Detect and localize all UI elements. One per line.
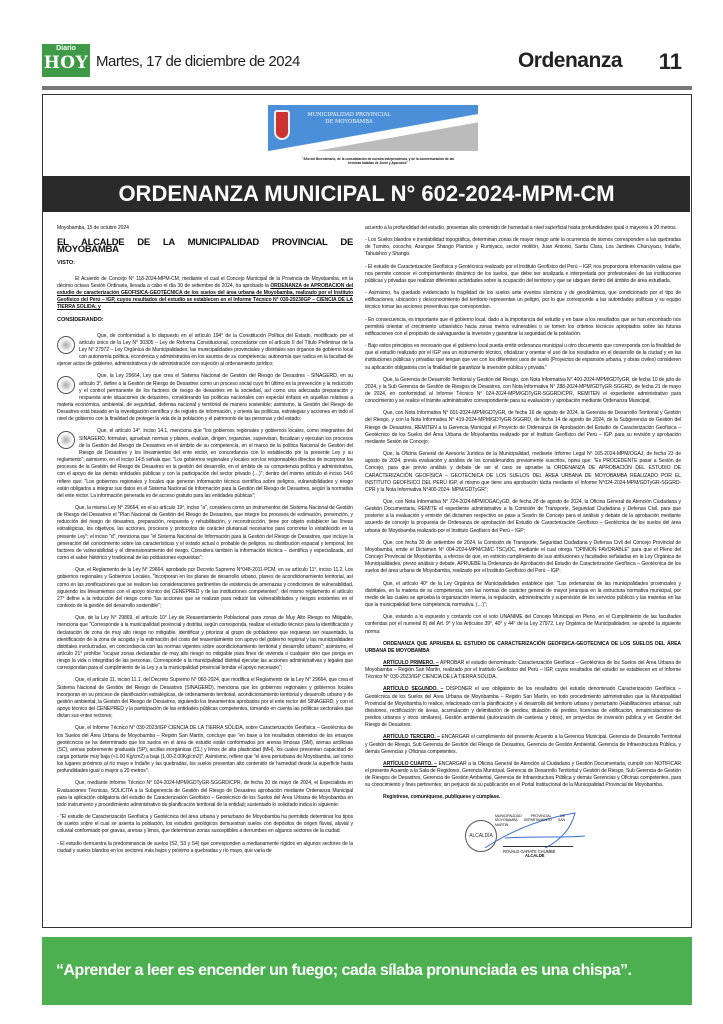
paragraph: - El estudio de Caracterización Geofísica y Geotécnica realizado por el Instituto Geofísico del Perú – IGP, nos proporciona información valiosa que nos permite conocer el comportamiento dinámico de los suelos, que debe ser analizada e interpretada por profesionales de las instituciones públicas y privadas que realizan diferentes actividades sobre la ocupación del territorio y que se ubiquen dentro del ámbito de área estudiada. <box>365 263 681 284</box>
mayor-heading: EL ALCALDE DE LA MUNICIPALIDAD PROVINCIAL DE MOYOBAMBA <box>57 237 353 256</box>
ordinance-notice <box>42 94 692 928</box>
article-label: ARTÍCULO CUARTO. – <box>383 760 437 767</box>
header-rule <box>42 86 692 90</box>
logo-main-text: HOY <box>43 53 89 73</box>
article-2 <box>365 686 681 729</box>
right-column <box>365 225 681 878</box>
institution-name-2: DE MOYOBAMBA <box>325 119 373 125</box>
paragraph: Que, el artículo 40° de la Ley Orgánica de Municipalidades establece que: "Las ordenanzas de las municipalidades provinciales y distritales, en la materia de su competencia, son las normas de carácter general de mayor jerarquía en la estructura normativa municipal, por medio de las cuales se aprueba la organización interna, la regulación, administración y supervisión de los servicios públicos y las materias en las que la municipalidad tiene competencia normativa. (…)"; <box>365 580 681 609</box>
signature-org: MUNICIPALIDAD PROVINCIAL DE MOYOBAMBA DEPARTAMENTO SAN MARTÍN <box>495 813 565 827</box>
paragraph: Que, con Nota Informativa N° 601-2024-MPM/GDTyGR, de fecha 16 de agosto de 2024, la Gerencia de Desarrollo Territorial y Gestión del Riesgo, y con la Nota Informativa N° 419-2024-MPM/GDTyGR-SGGRD, de fecha 14 de agosto de 2024, de la Subgerencia de Gestión del Riesgo de Desastres, REMITEN a la Gerencia Municipal el Proyecto de Ordenanza de Aprobación del Estudio de Caracterización Geofísica – Geotécnico de los Suelos del Área Urbana de Moyobamba realizado por el Instituto Geofísico del Perú – IGP, para su revisión y aprobación mediante Sesión de Concejo; <box>365 410 681 445</box>
article-text: ENCARGAR el cumplimiento del presente Acuerdo a la Gerencia Municipal, Gerencia de Desarrollo Territorial y Gestión de Riesgo, Sub Gerencia de Gestión del Riesgo de Desastres, Gerencia de Gestión Ambiental, Gerencia de Infraestructura Pública, y demás Gerencias y Oficinas competentes. <box>365 734 681 755</box>
paragraph: Que, con Nota Informativa N° 724-2024-MPM/OGACyGD, de fecha 28 de agosto de 2024, la Oficina General de Atención Ciudadana y Gestión Documentaria, REMITE el expediente administrativo a la Comisión de Transporte, Seguridad Ciudadana y Defensa Civil, para que posterior a la evaluación y emisión del dictamen respectivo se pase a Sesión de Concejo para el análisis y debate de la aprobación mediante acuerdo de concejo la propuesta de Ordenanza de aprobación del Estudio de Caracterización Geofísico – Geotécnica de los suelos del área urbana de Moyobamba realizado por el Instituto Geofísico del Perú – IGP; <box>365 499 681 534</box>
closing-formula: Regístrese, comuníquese, publíquese y cúmplase. <box>383 794 501 801</box>
paragraph: Que, de conformidad a lo dispuesto en el artículo 194° de la Constitución Política del Estado, modificado por el artículo único de la Ley N° 30305 – Ley de Reforma Constitucional, concordante con el artículo II del Título Preliminar de la Ley N° 27972 – Ley Orgánica de Municipalidades; las municipalidades provinciales y distritales son órganos de gobierno local con autonomía política, económica y administrativa en los asuntos de su competencia; autonomía que radica en la facultad de ejercer actos de gobierno, administrativos y de administración con sujeción al ordenamiento jurídico; <box>57 332 353 368</box>
article-label: ARTÍCULO SEGUNDO. – <box>383 686 444 693</box>
paragraph: - Los Suelos blandos e inestabilidad topográfica, determinan zonas de mayor riesgo ante la ocurrencia de sismos corresponden a las quebradas de Tumino, cococho, Azungue Shango Planicie y Rumiyacu, sector motilón, Juan Antonio, Santa Clara, Los Jardines Churuyacu, Indañe, Tahuishco y Shango. <box>365 237 681 258</box>
considerando-label: CONSIDERANDO: <box>57 317 104 324</box>
paragraph: Que, mediante Informe Técnico N° 024-2024-MPM/GDTyGR-SGGRD/CPR, de fecha 20 de mayo de 2024, el Especialista en Evaluaciones Técnicas, SOLICITA a la Subgerencia de Gestión del Riesgo de Desastres aprobación mediante Ordenanza Municipal para la aplicación obligatoria del estudio de Caracterización Geofísico – Geotécnico de los Suelos del Área Urbana de Moyobamba en todo instrumento y procedimiento administrativo de planificación territorial de la entidad; sustentado lo solicitado indica lo siguiente: <box>57 780 353 808</box>
paragraph: - Asimismo, ha quedado evidenciado la fragilidad de los suelos ante eventos sísmicos y de geodinámica, que condicionado por el tipo de edificaciones, ubicación y desconocimiento del territorio representan un peligro, por lo que corresponde a las autoridades políticas y su equipo técnico tomar las acciones preventivas que correspondan. <box>365 290 681 311</box>
article-1 <box>365 660 681 681</box>
article-text: ENCARGAR a la Oficina General de Atención al Ciudadano y Gestión Documentaria, cumplir con NOTIFICAR el presente Acuerdo a la Sala de Regidores, Gerencia Municipal, Gerencia de Desarrollo Territorial y Gestión de Riesgo, Sub Gerencia de Gestión de Riesgos de Desastres, Gerencia de Gestión Ambiental, Gerencia de Infraestructura Pública y demás Gerencias y Oficinas competentes, para su conocimiento y fines pertinentes; sin perjuicio de su publicación en el Portal Institucional de la Municipalidad Provincial de Moyobamba. <box>365 760 681 789</box>
ordinance-title: ORDENANZA MUNICIPAL N° 602-2024-MPM-CM <box>43 176 690 212</box>
diario-hoy-logo <box>42 44 90 77</box>
page-header <box>42 44 692 78</box>
municipality-logo <box>268 105 478 151</box>
signature-block <box>365 808 681 878</box>
issue-date: Martes, 17 de diciembre de 2024 <box>96 53 300 70</box>
signer-role: ALCALDE <box>525 852 545 858</box>
article-text: DISPONER el uso obligatorio de los resultados del estudio denominado Caracterización Geofísica – Geotécnica de los Suelos del Área Urbana de Moyobamba – Región San Martín, en todo procedimiento administrativo que la Municipalidad Provincial de Moyobamba lo realice, relacionado con la planificación y el desarrollo del territorio urbano y periurbano (Habilitaciones urbanas, sub divisiones, rectificación de áreas, acumulación y delimitación de predios, titulación de predios, licencias de edificación, inmatriculaciones de predios urbanos y otros similares), Gestión ambiental (autorización de canteras y otros), en proyectos de inversión pública y en Gestión del Riesgo de Desastres. <box>365 686 681 729</box>
coat-of-arms-icon <box>274 110 290 140</box>
article-3 <box>365 734 681 755</box>
section-name: Ordenanza <box>517 49 622 72</box>
logo-top-text: Diario <box>56 45 76 52</box>
paragraph: Que, con fecha 30 de setiembre de 2024, la Comisión de Transporte, Seguridad Ciudadana y Defensa Civil del Concejo Provincial de Moyobamba, emite el Dictamen N° 004-2024-MPM/CM/C-TSCyDC, mediante el cual otorga "OPINION FAVORABLE" para que el Pleno del Concejo Provincial de Moyobamba, a efectos de que, en estricto cumplimiento de sus atribuciones y facultades señaladas en la Ley Orgánica de Municipalidades, previo análisis y debate, APRUEBE la Ordenanza de Aprobación del Estudio de Caracterización Geofísica – Geotécnica de los suelos del área urbana de Moyobamba, realizado por el Instituto Geofísico del Perú – IGP; <box>365 539 681 575</box>
seal-icon <box>57 336 75 354</box>
article-text: APROBAR el estudio denominado: Caracterización Geofísica – Geotécnica de los Suelos del Área Urbana de Moyobamba – Región San Martín, realizado por el Instituto Geofísico del Perú – IGP, cuyos resultados del estudio se establecen en el Informe Técnico N° 030-2023/IGP CIENCIA DE LA TIERRA SOLIDA. <box>365 659 682 681</box>
paragraph: Que, estando a lo expuesto y contando con el voto UNANIME del Concejo Municipal en Pleno, en el Cumplimiento de las facultades conferidas por el numeral 8) del Art. 9° y los Artículos 39°, 40° y 44° de la Ley 27972, Ley Orgánica de Municipalidades; se aprobó la siguiente norma: <box>365 614 681 635</box>
visto-intro: El Acuerdo de Concejo N° 118-2024-MPM-CM, mediante el cual el Concejo Municipal de la Provincia de Moyobamba, en la décimo octava Sesión Ordinaria, llevada a cabo el día 30 de setiembre de 2024, ha aprobado la <box>57 275 353 289</box>
paragraph: Que, la Gerencia de Desarrollo Territorial y Gestión del Riesgo, con Nota Informativa N° 400-2024-MPM/GDTyGR, de fecha 10 de julio de 2024, y la Sub Gerencia de Gestión de Riesgos de Desastres, con Nota Informativa N° 288-2024-MPM/GDTyGR-SGGRD, de fecha 21 de mayo de 2024, en conformidad al Informe Técnico N° 024-2024-MPM/GDTyGR-SGGRD/CPR, REMITEN el expediente administrativo para conocimiento y se realice el trámite administrativo correspondiente para su evaluación y aprobación mediante Ordenanza Municipal; <box>365 376 681 405</box>
paragraph: Que, la misma Ley N° 29664, en el su artículo 19°, inciso "a", considera como un instrumentos del Sistema Nacional de Gestión de Riesgo del Desastres el "Plan Nacional de Gestión del Riesgo de Desastres, que integre los procesos de estimación, prevención, y reducción del riesgo de desastres, preparación, respuesta y rehabilitación, y reconstrucción, tiene por objeto establecer las líneas estratégicas, los objetivos, las acciones, procesos y protocolos de carácter plurianual necesarios para concretar lo establecido en la presente Ley"; el inciso "d", menciona que "el Sistema Nacional de Información para la Gestión del Riesgo de Desastres, que incluye la generación del conocimiento sobre las características y el estado actual o probable de peligros, su distribución espacial y temporal, los factores de vulnerabilidad y el dimensionamiento del riesgo. Considera también la información técnica – científica y especializada, así como el saber histórico y tradicional de las poblaciones expuestas"; <box>57 505 353 562</box>
paragraph: Que, la Oficina General de Asesoría Jurídica de la Municipalidad, mediante Informe Legal N° 165-2024-MPM/OGAJ, de fecha 23 de agosto de 2024, previa evaluación y análisis de los considerandos previamente suscritos, opina que: "Es PROCEDENTE pasar a Sesión de Concejo, para que previo análisis y debate de ser el caso se apruebe la ORDENANZA DE APROBACIÓN DEL ESTUDIO DE CARACTERIZACIÓN GEOFÍSICA – GEOTÉCNICA DE LOS SUELOS DEL ÁREA URBANA DE MOYOBAMBA REALIZADO POR EL INSTITUTO GEOFÍSICO DEL PERÚ IGP, el mismo que tiene una aprobación tácita mediante el Informe N°024-2024-MPM/GDTyGR-SGGRD-CPR y la Nota Informativa N°400-2024- MPM/GDTyGR"; <box>365 451 681 493</box>
paragraph: Que, el Reglamento de la Ley N° 29664, aprobado por Decreto Supremo N°048-2011-PCM, en su artículo 11°, inciso 11.2, Los gobiernos regionales y Gobiernos Locales, "Incorporan en los planes de desarrollo urbano, planes de acondicionamiento territorial, así como en las zonificaciones que se realicen las consideraciones pertinentes de existencia de amenazas y condiciones de vulnerabilidad, siguiendo los lineamientos con el apoyo técnico del CENEPRED y de las instituciones competentes"; del mismo reglamento el artículo 27° define a la reducción del riesgo como "las acciones que se realizan para reducir las vulnerabilidades y riesgos existentes en el contexto de la gestión del desarrollo sostenible"; <box>57 567 353 610</box>
paragraph: Que, la Ley 29664, Ley que crea el Sistema Nacional de Gestión del Riesgo de Desastres - SINAGERD, en su artículo 3°, define a la Gestión de Riesgo de Desastres como un proceso social cuyo fin último es la prevención y la reducción y el control permanente de los factores de riesgo de desastres en la sociedad, así como una adecuada preparación y respuesta ante situaciones de desastres, considerando las políticas nacionales con especial énfasis en aquellas relativas a materia económica, ambiental, de seguridad, defensa nacional y territorial de manera sostenible; asimismo, la Gestión del Riesgo de Desastres está basado en la investigación científica y de registro de información, y orienta las políticas, estrategias y acciones en todo el nivel de gobierno con la finalidad de proteger la vida de la población y el patrimonio de las personas y del estado; <box>57 373 353 423</box>
paragraph: acuerdo a la profundidad del estudio, presentan alto contenido de humedad a nivel superficial hasta profundidades igual o mayores a 20 metros. <box>365 225 677 231</box>
article-label: ARTÍCULO TERCERO. – <box>383 734 440 741</box>
article-label: ARTÍCULO PRIMERO. – <box>383 659 439 666</box>
place-date: Moyobamba, 15 de octubre 2024 <box>57 225 129 231</box>
quote-banner: “Aprender a leer es encender un fuego; cada sílaba pronunciada es una chispa”. <box>42 937 692 1005</box>
mayor-stamp: ALCALDÍA <box>465 820 497 852</box>
year-motto: "Año del Bicentenario, de la consolidación de nuestra Independencia, y de la conmemoración de las heroicas batallas de Junín y Ayacucho" <box>301 157 455 165</box>
left-column <box>57 225 353 860</box>
paragraph: - "El estudio de Caracterización Geofísica y Geotécnica del área urbana y periurbano de Moyobamba ha permitido determinar los tipos de suelos sobre el cual se asienta la población, los estudios geológicos demuestran suelos con depósitos de origen fluvial, aluvial y coluvial conformado por gravas, arenas y limos, que determinan zonas susceptibles a derrumbes en algunos sectores de la ciudad. <box>57 814 353 835</box>
page-number: 11 <box>658 49 682 74</box>
paragraph: Que, el artículo 11, inciso 11.1, del Decreto Supremo N° 060-2024, que modifica el Reglamento de la Ley N° 29664, que crea el Sistema Nacional de Gestión del Riesgo de Desastres (SINAGERD), menciona que los gobiernos regionales y gobiernos locales incorporan en su proceso de planificación estratégicas, de ordenamiento territorial, acondicionamiento territorial y desarrollo urbano y de gestión ambiental, la Gestión del Riesgo de Desastres, siguiendo los lineamientos aprobados por el ente rector del SINAGERD, y con el apoyo técnico del CENEPRED y la participación de las entidades públicas competentes, tomando en cuenta las políticas sectoriales que dictan sus entes rectores; <box>57 677 353 720</box>
signer-name: ROVALD GARATE CHUMBE <box>503 846 573 855</box>
paragraph: - El estudio demuestra la predominancia de suelos (S2, S3 y S4) que corresponden a medianamente rígidos en algunos sectores de la ciudad y suelos blandos en los sectores más bajos y próximo a quebradas y río mayo, que varía de <box>57 840 353 854</box>
paragraph: Que, el artículo 14°, inciso 14.1, menciona que "los gobiernos regionales y gobiernos locales, como integrantes del SINAGERD, formulan, aprueban normas y planes, evalúan, dirigen, organizan, supervisan, fiscalizan y ejecutan los procesos de la Gestión del Riesgo de Desastres en el ámbito de su competencia, en el marco de la política Nacional de Gestión del Riesgo de Desastres y los lineamientos del ente rector, en concordancia con lo establecido por la presente Ley y su reglamento"; asimismo, en el inciso 14.5 señala que: "Los gobiernos regionales y locales son los responsables directos de incorporar los procesos de la Gestión del Riesgo de Desastres en la gestión del desarrollo, en el ámbito de su competencia política y administrativa, con el apoyo de las demás entidades públicas y con la participación del sector privado (…)"; dentro del mismo artículo el inciso 14.6 refiere que: "Los gobiernos regionales y locales que generan información técnica científica sobre peligros, vulnerabilidades y riesgo están obligados a integrar sus datos en el Sistema Nacional de Información para la Gestión del Riesgo de Desastres, según la normativa del ente rector. La información generada es de acceso gratuito para las entidades públicas"; <box>57 428 353 499</box>
paragraph: Que, el Informe Técnico N° 030-2023/IGP CIENCIA DE LA TIERRA SÓLIDA, sobre Caracterización Geofísica – Geotécnica de los Suelos del Área Urbana de Moyobamba – Región San Martín, concluye que "en base a los resultados obtenidos de los ensayos geotécnicos se ha determinado que los suelos en el área de estudio están conformados por arenas limosas (SM), arenas arcillosas (SC), arenas pobremente graduada (SP), arcillas inorgánicas (CL) y limos de alta plasticidad (MH), los cuales presentan capacidad de carga portante muy baja (<1.00 Kg/cm2) a baja (1.00-2.00Kg/cm2)". Asimismo, refiere que "el área periurbana de Moyobamba, así como los lugares próximos al río mayo e Indañe y las quebradas, los suelos presentan alto contenido de humedad desde la superficie hasta profundidades igual o mayor a 20 metros"; <box>57 725 353 775</box>
visto-text <box>57 276 353 312</box>
institution-name-1: MUNICIPALIDAD PROVINCIAL <box>307 112 391 118</box>
paragraph: - Bajo estos principios es necesario que el gobierno local pueda emitir ordenanza municipal u otro documento que corresponda con la finalidad de que el estudio realizado por el IGP sea un instrumento técnico, oficializar y orientar el uso de los resultados en el desarrollo de la ciudad y en las instituciones públicas y privadas que tengan que ver con los diferentes usos de suelo (Proyectos de expansión urbana, y obras civiles) consideren su aplicación obligatoria con la finalidad de garantizar la inversión pública y privada." <box>365 343 681 371</box>
paragraph: - En consecuencia, es importante que el gobierno local, dado a la importancia del estudio y en base a los resultados que se han encontrado nos permitirá orientar el crecimiento urbanístico hacia zonas menos vulnerables o se tomen los criterios técnicos apropiados sobre las futuras edificaciones con el propósito de salvaguardar la inversión y garantizar la seguridad de la población. <box>365 316 681 337</box>
visto-label: VISTO: <box>57 260 75 267</box>
ordinance-heading: ORDENANZA QUE APRUEBA EL ESTUDIO DE CARACTERIZACIÓN GEOFISICA-GEOTECNICA DE LOS SUELOS DEL ÁREA URBANA DE MOYOBAMBA <box>365 640 681 654</box>
paragraph: Que, de la Ley N° 29869, el artículo 10° Ley de Reasentamiento Poblacional para zonas de Muy Alto Riesgo no Mitigable, menciona que "Corresponde a la municipalidad provincial y distrital, según corresponda, realizar el estudio técnico para la identificación y declaración de zona de muy alto riesgo no mitigable, identificar y priorizar al grupo de pobladores que requieran ser reasentado, la identificación de la zona de acogida y la estimación del costo del reasentamiento con apoyo del gobierno regional y las municipalidades distritales involucradas, en concordancia con las normas vigentes sobre acondicionamiento territorial y desarrollo urbano"; asimismo, el artículo 21° prohíbe "ocupar zonas declaradas de muy alto riesgo no mitigable para fines de vivienda o cualquier otro que ponga en riesgo la vida o integridad de las personas. Corresponde a la municipalidad distrital ejecutar las acciones administrativas y legales que correspondan para el cumplimiento de la Ley y a la municipalidad provincial brindar el apoyo necesario"; <box>57 615 353 672</box>
article-4 <box>365 761 681 790</box>
visto-underlined: ORDENANZA de APROBACION del estudio de caracterización GEOFISICA-GEOTECNICA de los suelos del área urbana de Moyobamba, realizado por el Instituto Geofísico del Perú – IGP, cuyos resultados del estudio se establecen en el Informe Técnico N° 030-2023/IGP – CIENCIA DE LA TIERRA SOLIDA; y <box>57 282 354 311</box>
